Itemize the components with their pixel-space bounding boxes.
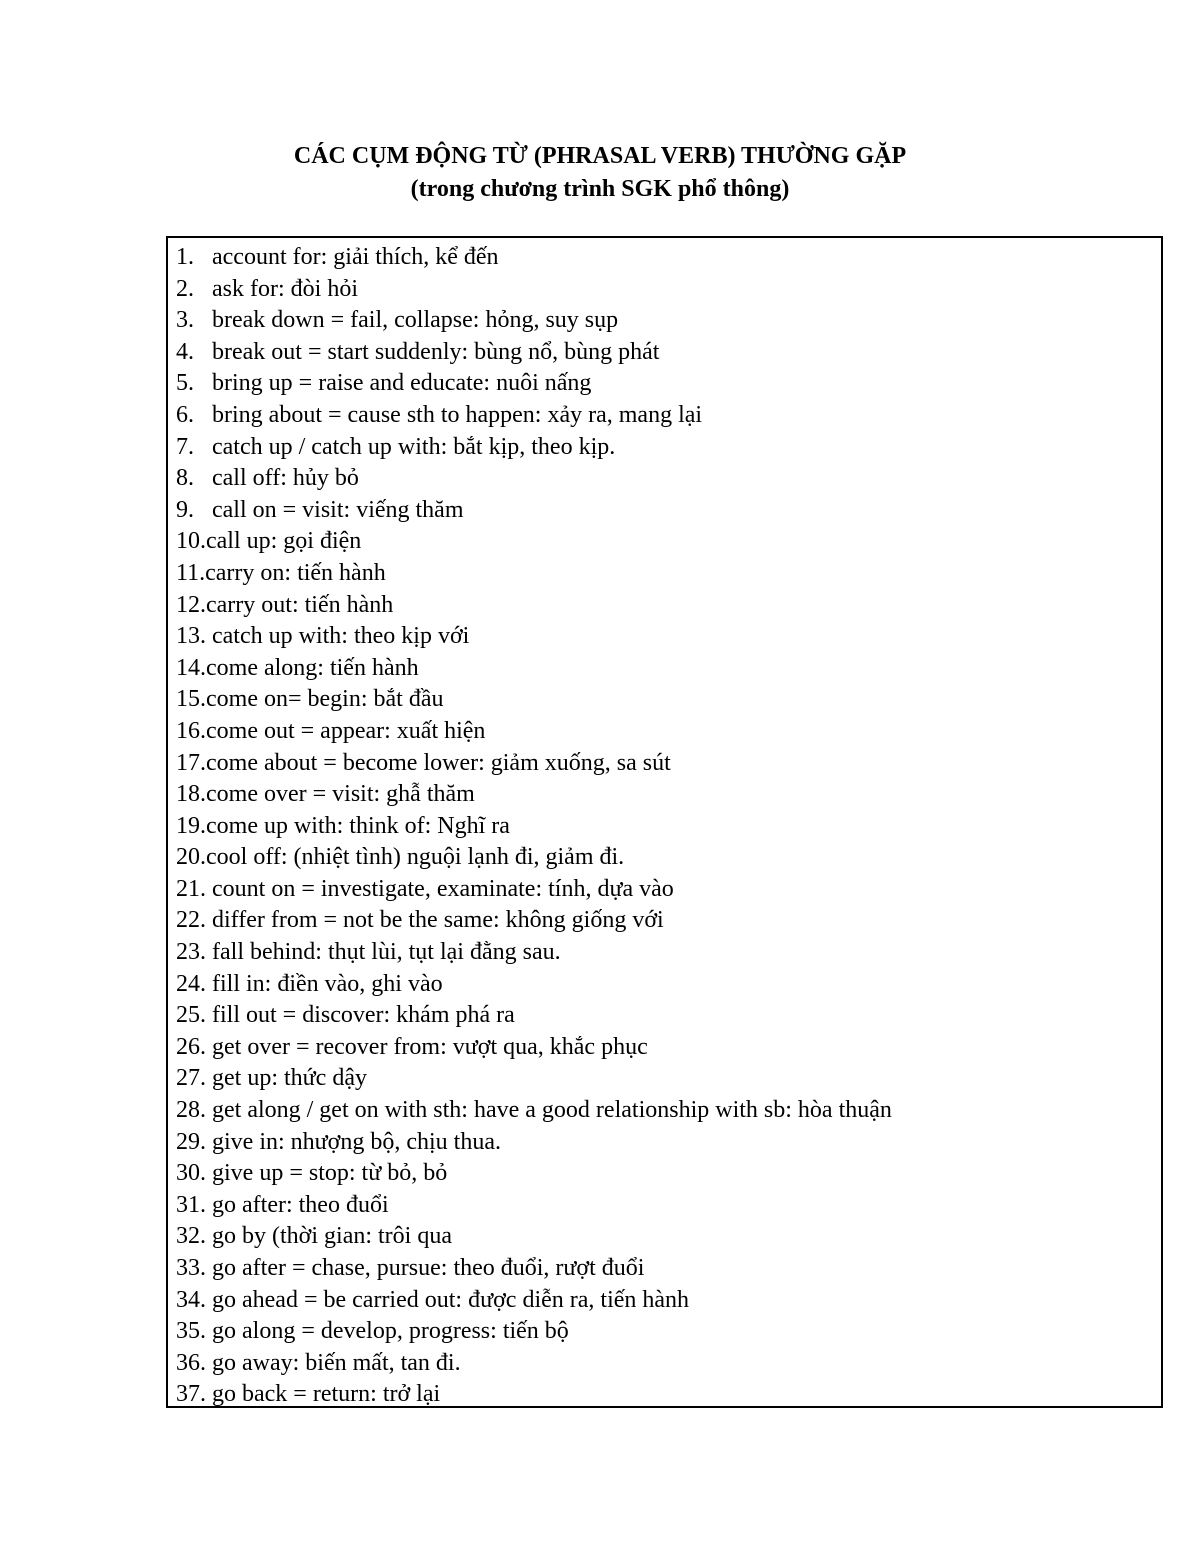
- item-number: 12.: [176, 591, 206, 618]
- item-text: give in: nhượng bộ, chịu thua.: [212, 1128, 501, 1155]
- item-number: 15.: [176, 686, 206, 713]
- item-number: 6.: [176, 401, 194, 428]
- item-text: break down = fail, collapse: hỏng, suy sụp: [212, 307, 619, 334]
- item-text: go after = chase, pursue: theo đuổi, rượt đuổi: [212, 1255, 645, 1281]
- list-item: [176, 937, 1161, 969]
- item-text: bring up = raise and educate: nuôi nấng: [212, 370, 592, 397]
- item-number: 31.: [176, 1191, 206, 1218]
- list-item: [176, 748, 1161, 780]
- page-title: CÁC CỤM ĐỘNG TỪ (PHRASAL VERB) THƯỜNG GẶP: [293, 143, 907, 169]
- item-text: go ahead = be carried out: được diễn ra, tiến hành: [212, 1286, 690, 1313]
- list-item: [176, 874, 1161, 906]
- item-text: break out = start suddenly: bùng nổ, bùng phát: [212, 338, 660, 365]
- item-number: 22.: [176, 907, 206, 934]
- list-item: [176, 842, 1161, 874]
- list-item: [176, 779, 1161, 811]
- page-subtitle: (trong chương trình SGK phổ thông): [410, 176, 790, 202]
- item-number: 4.: [176, 338, 194, 365]
- list-item: [176, 1379, 1161, 1411]
- item-number: 11.: [176, 559, 206, 586]
- item-text: catch up with: theo kịp với: [212, 623, 470, 650]
- item-text: go by (thời gian: trôi qua: [212, 1223, 452, 1250]
- list-item: [176, 1127, 1161, 1159]
- list-item: [176, 1158, 1161, 1190]
- item-text: cool off: (nhiệt tình) nguội lạnh đi, giảm đi.: [206, 844, 625, 871]
- item-text: fill out = discover: khám phá ra: [212, 1002, 515, 1029]
- list-item: [176, 526, 1161, 558]
- list-item: [176, 495, 1161, 527]
- list-item: [176, 590, 1161, 622]
- item-text: go back = return: trở lại: [212, 1381, 441, 1408]
- item-number: 23.: [176, 939, 206, 966]
- item-text: fall behind: thụt lùi, tụt lại đằng sau.: [212, 939, 561, 966]
- list-item: [176, 305, 1161, 337]
- item-text: go away: biến mất, tan đi.: [212, 1349, 461, 1376]
- list-item: [176, 400, 1161, 432]
- item-text: come up with: think of: Nghĩ ra: [206, 812, 510, 839]
- item-number: 27.: [176, 1065, 206, 1092]
- item-text: get along / get on with sth: have a good relationship with sb: hòa thuận: [212, 1097, 892, 1124]
- item-number: 17.: [176, 749, 206, 776]
- list-item: [176, 1316, 1161, 1348]
- item-text: bring about = cause sth to happen: xảy ra, mang lại: [212, 401, 703, 428]
- item-number: 16.: [176, 717, 206, 744]
- list-item: [176, 905, 1161, 937]
- item-text: call off: hủy bỏ: [212, 465, 359, 492]
- list-item: [176, 1000, 1161, 1032]
- item-text: ask for: đòi hỏi: [212, 275, 358, 302]
- item-text: come about = become lower: giảm xuống, sa sút: [206, 749, 671, 776]
- list-item: [176, 1095, 1161, 1127]
- item-text: come on= begin: bắt đầu: [206, 686, 444, 713]
- list-item: [176, 684, 1161, 716]
- item-text: catch up / catch up with: bắt kịp, theo kịp.: [212, 433, 616, 460]
- list-item: [176, 242, 1161, 274]
- item-number: 10.: [176, 528, 206, 555]
- item-text: call up: gọi điện: [206, 528, 362, 555]
- list-item: [176, 1032, 1161, 1064]
- item-number: 24.: [176, 970, 206, 997]
- list-item: [176, 558, 1161, 590]
- list-item: [176, 811, 1161, 843]
- item-text: go after: theo đuổi: [212, 1191, 389, 1218]
- item-number: 32.: [176, 1223, 206, 1250]
- item-number: 37.: [176, 1381, 206, 1408]
- item-text: get up: thức dậy: [212, 1065, 367, 1092]
- list-item: [176, 1190, 1161, 1222]
- item-number: 13.: [176, 623, 206, 650]
- item-number: 28.: [176, 1097, 206, 1124]
- item-text: come along: tiến hành: [206, 654, 419, 681]
- item-number: 26.: [176, 1033, 206, 1060]
- item-text: come over = visit: ghẫ thăm: [206, 781, 475, 808]
- item-text: fill in: điền vào, ghi vào: [212, 970, 443, 997]
- list-item: [176, 1063, 1161, 1095]
- item-number: 1.: [176, 244, 194, 270]
- list-item: [176, 1221, 1161, 1253]
- item-number: 21.: [176, 875, 206, 902]
- list-item: [176, 368, 1161, 400]
- item-text: come out = appear: xuất hiện: [206, 717, 486, 744]
- item-number: 20.: [176, 844, 206, 871]
- item-text: call on = visit: viếng thăm: [212, 496, 464, 523]
- list-item: [176, 716, 1161, 748]
- item-text: give up = stop: từ bỏ, bỏ: [212, 1160, 448, 1187]
- list-item: [176, 969, 1161, 1001]
- item-number: 8.: [176, 465, 194, 492]
- list-item: [176, 337, 1161, 369]
- list-item: [176, 432, 1161, 464]
- item-number: 3.: [176, 307, 194, 334]
- item-number: 29.: [176, 1128, 206, 1155]
- item-number: 30.: [176, 1160, 206, 1187]
- item-number: 2.: [176, 275, 194, 302]
- item-number: 35.: [176, 1318, 206, 1345]
- item-text: get over = recover from: vượt qua, khắc phục: [212, 1033, 648, 1060]
- item-number: 33.: [176, 1255, 206, 1281]
- list-item: [176, 1253, 1161, 1285]
- item-text: differ from = not be the same: không giống với: [212, 907, 664, 934]
- item-text: account for: giải thích, kể đến: [212, 244, 499, 270]
- item-text: carry out: tiến hành: [206, 591, 394, 618]
- item-number: 14.: [176, 654, 206, 681]
- item-text: go along = develop, progress: tiến bộ: [212, 1318, 569, 1345]
- item-number: 7.: [176, 433, 194, 460]
- list-item: [176, 1348, 1161, 1380]
- item-text: count on = investigate, examinate: tính, dựa vào: [212, 875, 674, 902]
- item-number: 9.: [176, 496, 194, 523]
- item-number: 19.: [176, 812, 206, 839]
- item-number: 18.: [176, 781, 206, 808]
- list-item: [176, 1285, 1161, 1317]
- item-number: 5.: [176, 370, 194, 397]
- item-number: 34.: [176, 1286, 206, 1313]
- list-item: [176, 463, 1161, 495]
- list-item: [176, 274, 1161, 306]
- list-item: [176, 653, 1161, 685]
- document-header: [0, 140, 1200, 206]
- item-number: 36.: [176, 1349, 206, 1376]
- phrasal-verb-list: [166, 236, 1163, 1408]
- list-item: [176, 621, 1161, 653]
- item-text: carry on: tiến hành: [205, 559, 386, 586]
- item-number: 25.: [176, 1002, 206, 1029]
